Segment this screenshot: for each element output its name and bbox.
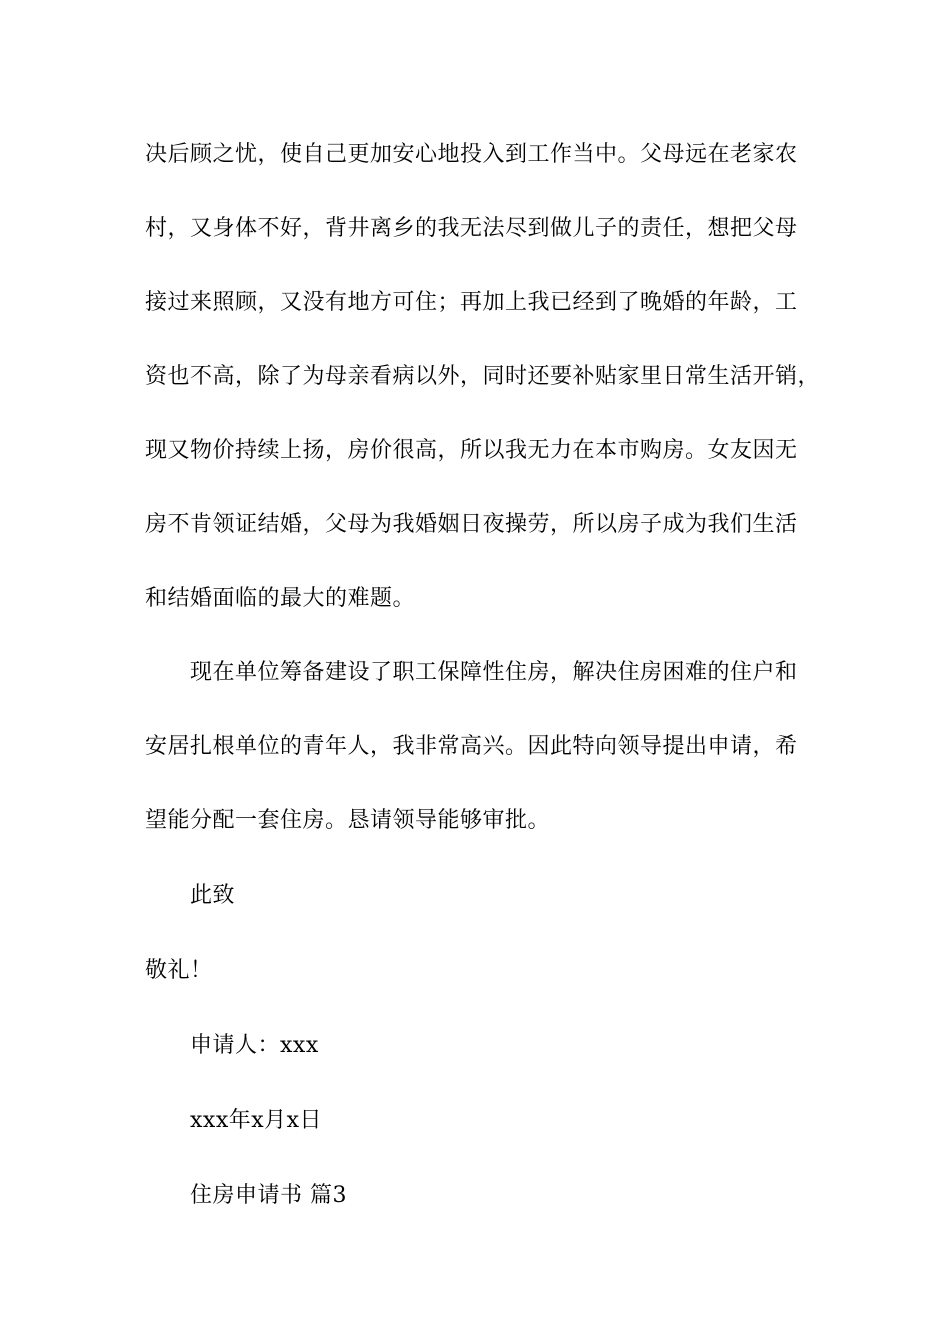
paragraph-1-line-2: 村，又身体不好，背井离乡的我无法尽到做儿子的责任，想把父母 — [145, 216, 798, 241]
paragraph-1-line-1: 决后顾之忧，使自己更加安心地投入到工作当中。父母远在老家农 — [145, 142, 798, 167]
paragraph-1-line-7: 和结婚面临的最大的难题。 — [145, 586, 416, 611]
closing-regards: 敬礼！ — [145, 958, 213, 983]
paragraph-2-line-2: 安居扎根单位的青年人，我非常高兴。因此特向领导提出申请，希 — [145, 734, 798, 759]
paragraph-2-line-3: 望能分配一套住房。恳请领导能够审批。 — [145, 808, 551, 833]
paragraph-1-line-4: 资也不高，除了为母亲看病以外，同时还要补贴家里日常生活开销， — [145, 364, 821, 389]
paragraph-2-line-1: 现在单位筹备建设了职工保障性住房，解决住房困难的住户和 — [190, 660, 798, 685]
paragraph-1-line-6: 房不肯领证结婚，父母为我婚姻日夜操劳，所以房子成为我们生活 — [145, 512, 798, 537]
next-section-title: 住房申请书 篇3 — [190, 1183, 347, 1208]
paragraph-1-line-3: 接过来照顾，又没有地方可住；再加上我已经到了晚婚的年龄，工 — [145, 290, 798, 315]
closing-salutation: 此致 — [190, 883, 236, 908]
application-date: xxx年x月x日 — [190, 1108, 323, 1133]
paragraph-1-line-5: 现又物价持续上扬，房价很高，所以我无力在本市购房。女友因无 — [145, 438, 798, 463]
applicant-signature: 申请人：xxx — [190, 1033, 319, 1058]
